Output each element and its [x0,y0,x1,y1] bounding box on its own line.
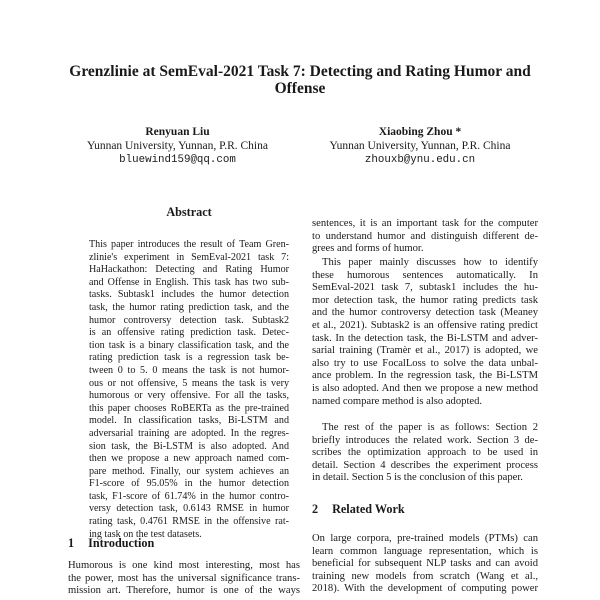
text-line: this paper chooses RoBERTa as the pre-trained [89,402,289,414]
section-title: Introduction [88,536,155,550]
text-line: sarial training (Tramèr et al., 2017) is adopted, we [312,345,538,357]
text-line: in detail. Section 5 is the conclusion of this paper. [312,472,523,484]
text-line: briefly introduces the related work. Section 3 de- [312,434,538,446]
text-line: et al., 2021). Subtask2 is an offensive rating predict [312,319,538,331]
text-line: beneficial for subsequent NLP tasks and can avoid [312,558,538,570]
text-line: tion task is a binary classification task, and the [89,339,289,351]
text-line: sion task, the Bi-LSTM is also adopted. And [89,440,289,452]
author-name: Renyuan Liu [145,126,210,138]
text-line: adversarial training are adopted. In the regres- [89,427,289,439]
text-line: 2018). With the development of computing power [312,583,538,595]
text-line: This paper mainly discusses how to identify [322,257,538,268]
section-title: Related Work [332,502,405,516]
text-line: is also adopted. And then we propose a new method [312,382,538,394]
author-affiliation: Yunnan University, Yunnan, P.R. China [329,140,511,152]
text-line: training new models from scratch (Wang et al., [312,570,538,582]
introduction-body [68,560,300,598]
text-line: model. In classification tasks, Bi-LSTM and [89,415,289,427]
text-line: rating prediction task is a regression task be- [89,352,289,364]
text-line: ance problem. In the regression task, the Bi-LSTM [312,370,538,382]
text-line: pare method. Finally, our system achieves an [89,465,289,477]
author-2 [305,125,535,167]
title-line: Offense [274,80,326,97]
right-paragraph-2 [312,257,538,408]
author-email: bluewind159@qq.com [119,154,236,166]
text-line: tasks. Subtask1 includes the humor detection [89,289,289,301]
text-line: learn common language representation, which is [312,545,538,557]
text-line: the power, most has the universal significance trans- [68,572,300,584]
text-line: task. In the detection task, the Bi-LSTM and adver- [312,332,538,344]
text-line: and the humor controversy detection task (Meaney [312,307,538,319]
text-line: HaHackathon: Detecting and Rating Humor [89,264,289,276]
related-work-body [312,533,538,596]
text-line: SemEval-2021 task 7, subtask1 includes the hu- [312,282,538,294]
text-line: to understand humor and distinguish different de- [312,230,538,242]
text-line: and Offense in English. This task has two sub- [89,276,289,288]
text-line: versy detection task, 0.6143 RMSE in humor [89,503,289,515]
text-line: This paper introduces the result of Team Gren- [89,239,289,250]
text-line: Humorous is one kind most interesting, most has [68,560,300,571]
right-paragraph-3 [312,422,538,485]
text-line: F1-score of 95.05% in the humor detection [89,478,289,490]
text-line: sentences, it is an important task for the computer [312,218,538,229]
text-line: then we propose a new approach named com- [89,453,289,465]
text-line: zlinie's experiment in SemEval-2021 task 7: [89,251,289,263]
abstract-heading: Abstract [166,205,212,219]
text-line: tween 0 to 5. 0 means the task is not humor- [89,364,289,376]
title-line: Grenzlinie at SemEval-2021 Task 7: Detecting and Rating Humor and [69,63,531,80]
text-line: rating task, 0.4761 RMSE in the offensive rat- [89,516,289,528]
text-line: grees and forms of humor. [312,243,424,255]
right-paragraph-1 [312,218,538,256]
section-heading-related-work [312,502,405,517]
author-1 [70,125,285,167]
text-line: task, F1-score of 61.74% in the humor contro- [89,490,289,502]
author-affiliation: Yunnan University, Yunnan, P.R. China [87,140,268,152]
author-email: zhouxb@ynu.edu.cn [364,154,476,166]
text-line: detail. Section 4 describes the experiment process [312,459,538,471]
text-line: ing task on the test datasets. [89,528,202,540]
text-line: these humorous sentences automatically. In [312,269,538,281]
text-line: named compare method is also adopted. [312,395,483,407]
author-name: Xiaobing Zhou * [378,126,462,138]
text-line: humor controversy detection task. Subtask2 [89,314,289,326]
section-number: 1 [68,536,75,550]
text-line: task, the humor rating prediction task, and the [89,301,289,313]
text-line: is an offensive rating prediction task. Detec- [89,327,289,339]
section-heading-introduction [68,536,154,551]
text-line: On large corpora, pre-trained models (PTMs) can [312,533,538,544]
text-line: ous or not offensive, 5 means the task is very [89,377,289,389]
text-line: The rest of the paper is as follows: Section 2 [322,422,538,433]
abstract-body [89,239,289,541]
text-line: mission art. Therefore, humor is one of the ways [68,585,300,597]
section-number: 2 [312,502,319,516]
text-line: humorous or very offensive. For all the tasks, [89,390,289,402]
paper-title [60,63,540,97]
text-line: scribes the optimization approach to be used in [312,447,538,459]
text-line: mor detection task, the humor rating predicts task [312,294,538,306]
text-line: also try to use FocalLoss to solve the data unbal- [312,357,538,369]
